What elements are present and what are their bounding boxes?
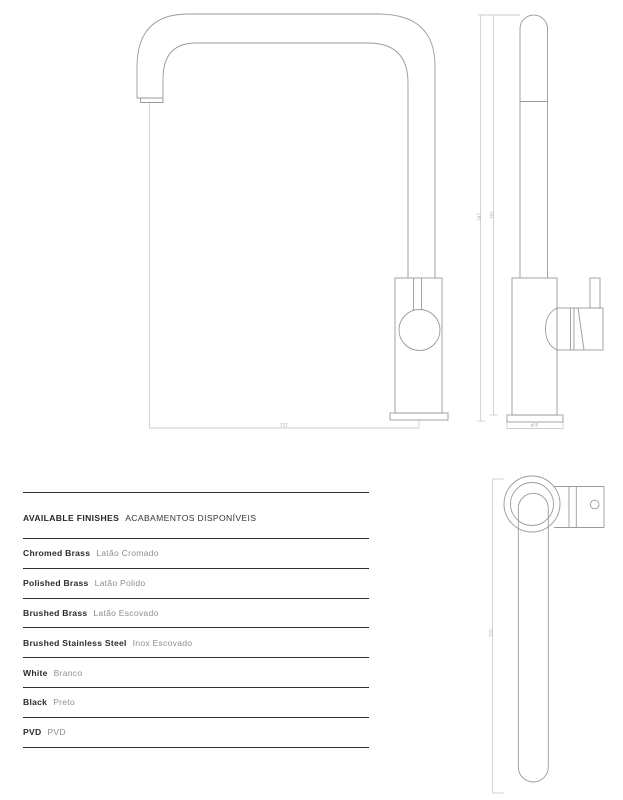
side-height-dimensions xyxy=(477,15,520,421)
finish-row-chromed-brass xyxy=(23,539,369,569)
finish-name-en: Polished Brass xyxy=(23,578,89,589)
lever-handle-side xyxy=(546,278,604,350)
finish-name-pt: Latão Cromado xyxy=(96,548,159,559)
finish-name-pt: Latão Escovado xyxy=(93,607,159,618)
front-view-drawing xyxy=(137,14,448,428)
lever-handle-top xyxy=(554,487,604,528)
finish-row-pvd xyxy=(23,718,369,748)
finish-name-pt: PVD xyxy=(47,727,66,738)
side-base-dimension xyxy=(507,422,563,429)
finishes-title-pt: ACABAMENTOS DISPONÍVEIS xyxy=(125,513,257,523)
finish-name-pt: Latão Polido xyxy=(94,578,146,589)
top-spout-length-label: 310 xyxy=(488,629,494,637)
finish-name-en: Brushed Brass xyxy=(23,607,88,618)
spout-top xyxy=(518,493,548,782)
finish-row-polished-brass xyxy=(23,569,369,599)
base-flange-front xyxy=(390,413,448,420)
finish-name-en: Chromed Brass xyxy=(23,548,91,559)
finish-row-brushed-stainless-steel xyxy=(23,628,369,658)
finish-row-white xyxy=(23,658,369,688)
finish-name-en: White xyxy=(23,667,48,678)
finish-name-en: Brushed Stainless Steel xyxy=(23,637,127,648)
top-view-drawing xyxy=(489,476,605,793)
finish-name-en: PVD xyxy=(23,727,42,738)
finishes-header xyxy=(23,493,369,539)
side-spout-height-label: 302 xyxy=(489,211,495,219)
front-reach-label: 232 xyxy=(280,422,288,428)
side-view-drawing xyxy=(477,15,603,429)
finish-name-en: Black xyxy=(23,697,48,708)
finishes-title-en: AVAILABLE FINISHES xyxy=(23,513,120,523)
finish-row-black xyxy=(23,688,369,718)
finish-name-pt: Branco xyxy=(53,667,83,678)
handle-knob-front xyxy=(399,310,440,351)
finish-row-brushed-brass xyxy=(23,599,369,629)
top-length-dimension xyxy=(489,479,505,793)
set-screw-icon xyxy=(590,500,599,509)
finish-name-pt: Preto xyxy=(53,697,75,708)
side-base-diameter-label: ø50 xyxy=(530,422,539,428)
body-circle-top xyxy=(504,476,560,532)
side-total-height-label: 397 xyxy=(477,213,482,221)
base-flange-side xyxy=(507,415,563,422)
front-reach-dimension xyxy=(150,103,420,428)
available-finishes-table xyxy=(23,492,369,748)
finish-name-pt: Inox Escovado xyxy=(132,637,193,648)
